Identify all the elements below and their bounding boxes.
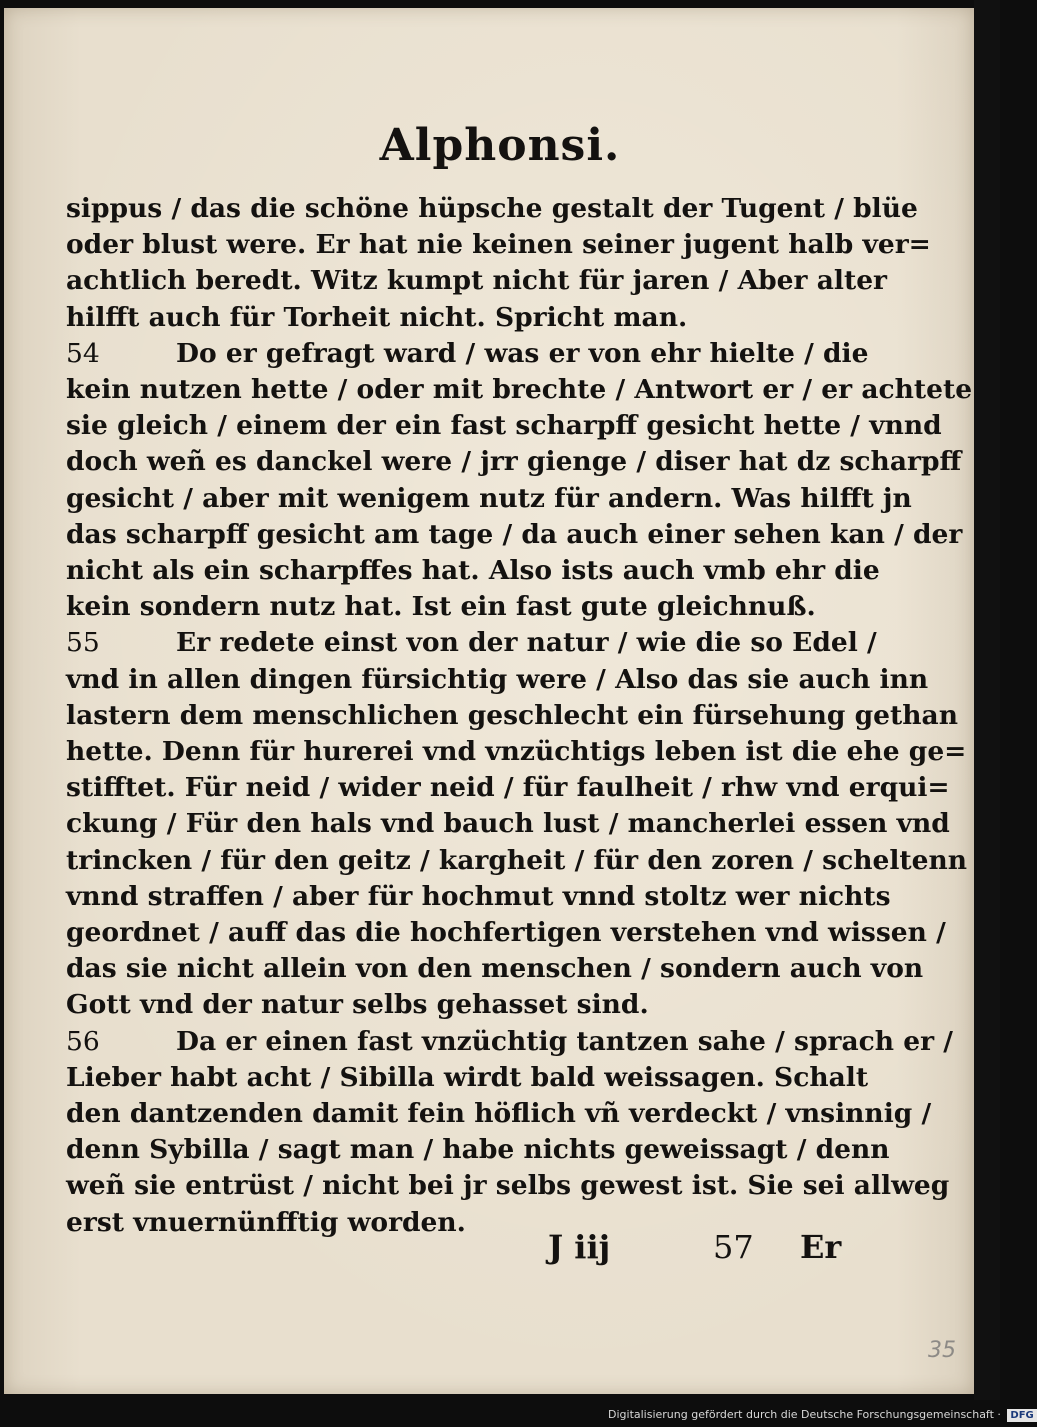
line-text: erst vnuernünfftig worden. xyxy=(66,1206,466,1238)
text-line xyxy=(66,1133,890,1167)
text-line xyxy=(66,445,962,479)
text-line xyxy=(66,1097,932,1131)
line-text: lastern dem menschlichen geschlecht ein fürsehung gethan xyxy=(66,699,958,731)
line-text: vnnd straffen / aber für hochmut vnnd stoltz wer nichts xyxy=(66,880,891,912)
text-line xyxy=(66,409,942,443)
text-line xyxy=(66,699,958,733)
text-line xyxy=(66,844,968,878)
text-line xyxy=(66,337,869,371)
text-line xyxy=(66,807,950,841)
section-number: 55 xyxy=(66,627,100,659)
text-line xyxy=(66,518,963,552)
text-line xyxy=(66,264,888,298)
text-line xyxy=(66,590,846,624)
text-line xyxy=(66,735,967,769)
text-line xyxy=(66,301,846,335)
line-text: denn Sybilla / sagt man / habe nichts geweissagt / denn xyxy=(66,1134,890,1166)
dfg-logo: DFG xyxy=(1007,1409,1036,1422)
attribution-bar xyxy=(608,1408,1037,1422)
line-text: Er redete einst von der natur / wie die so Edel / xyxy=(176,627,877,659)
line-text: gesicht / aber mit wenigem nutz für andern. Was hilfft jn xyxy=(66,482,912,514)
line-text: nicht als ein scharpffes hat. Also ists auch vmb ehr die xyxy=(66,555,880,586)
line-text: ckung / Für den hals vnd bauch lust / mancherlei essen vnd xyxy=(66,808,950,840)
line-text: stifftet. Für neid / wider neid / für faulheit / rhw vnd erqui= xyxy=(66,772,950,804)
text-line xyxy=(66,554,880,588)
line-text: kein nutzen hette / oder mit brechte / Antwort er / er achtete xyxy=(66,374,973,405)
line-text: geordnet / auff das die hochfertigen verstehen vnd wissen / xyxy=(66,917,946,948)
scan-border xyxy=(974,0,1000,1400)
line-text: Da er einen fast vnzüchtig tantzen sahe / sprach er / xyxy=(176,1025,953,1057)
line-text: sie gleich / einem der ein fast scharpff gesicht hette / vnnd xyxy=(66,410,942,442)
line-text: doch weñ es danckel were / jrr gienge / diser hat dz scharpff xyxy=(66,446,962,478)
line-text: Lieber habt acht / Sibilla wirdt bald weissagen. Schalt xyxy=(66,1061,869,1093)
line-text: hette. Denn für hurerei vnd vnzüchtigs leben ist die ehe ge= xyxy=(66,736,967,767)
line-text: den dantzenden damit fein höflich vñ verdeckt / vnsinnig / xyxy=(66,1098,932,1129)
line-text: Gott vnd der natur selbs gehasset sind. xyxy=(66,989,649,1021)
text-line xyxy=(66,1025,953,1059)
text-line xyxy=(66,192,918,226)
line-text: das scharpff gesicht am tage / da auch einer sehen kan / der xyxy=(66,518,963,550)
running-head: Alphonsi. xyxy=(379,120,621,171)
text-line xyxy=(66,952,924,986)
footer-section-number: 57 xyxy=(713,1228,754,1266)
text-line xyxy=(66,988,846,1022)
section-number: 54 xyxy=(66,337,100,369)
text-line xyxy=(66,1061,869,1095)
catchword: Er xyxy=(800,1228,842,1266)
line-text: Do er gefragt ward / was er von ehr hielte / die xyxy=(176,337,869,369)
line-text: trincken / für den geitz / kargheit / für den zoren / scheltenn xyxy=(66,844,968,876)
text-line xyxy=(66,482,912,516)
line-text: vnd in allen dingen fürsichtig were / Also das sie auch inn xyxy=(66,663,929,695)
text-line xyxy=(66,228,931,262)
footer-line xyxy=(548,1228,848,1268)
line-text: sippus / das die schöne hüpsche gestalt der Tugent / blüe xyxy=(66,193,918,224)
line-text: das sie nicht allein von den menschen / sondern auch von xyxy=(66,953,924,985)
text-line xyxy=(66,626,877,660)
line-text: oder blust were. Er hat nie keinen seiner jugent halb ver= xyxy=(66,229,931,261)
line-text: weñ sie entrüst / nicht bei jr selbs gewest ist. Sie sei allweg xyxy=(66,1170,950,1202)
text-line xyxy=(66,880,891,914)
text-line xyxy=(66,373,973,407)
pencil-folio-number: 35 xyxy=(928,1338,956,1363)
line-text: kein sondern nutz hat. Ist ein fast gute gleichnuß. xyxy=(66,591,816,623)
text-line xyxy=(66,916,946,950)
section-number: 56 xyxy=(66,1025,100,1057)
line-text: achtlich beredt. Witz kumpt nicht für jaren / Aber alter xyxy=(66,265,888,297)
text-line xyxy=(66,663,929,697)
line-text: hilfft auch für Torheit nicht. Spricht man. xyxy=(66,301,688,333)
signature-mark: J iij xyxy=(548,1228,611,1266)
attribution-text: Digitalisierung gefördert durch die Deutsche Forschungsgemeinschaft · xyxy=(608,1408,1001,1421)
text-line xyxy=(66,771,950,805)
text-line xyxy=(66,1169,950,1203)
